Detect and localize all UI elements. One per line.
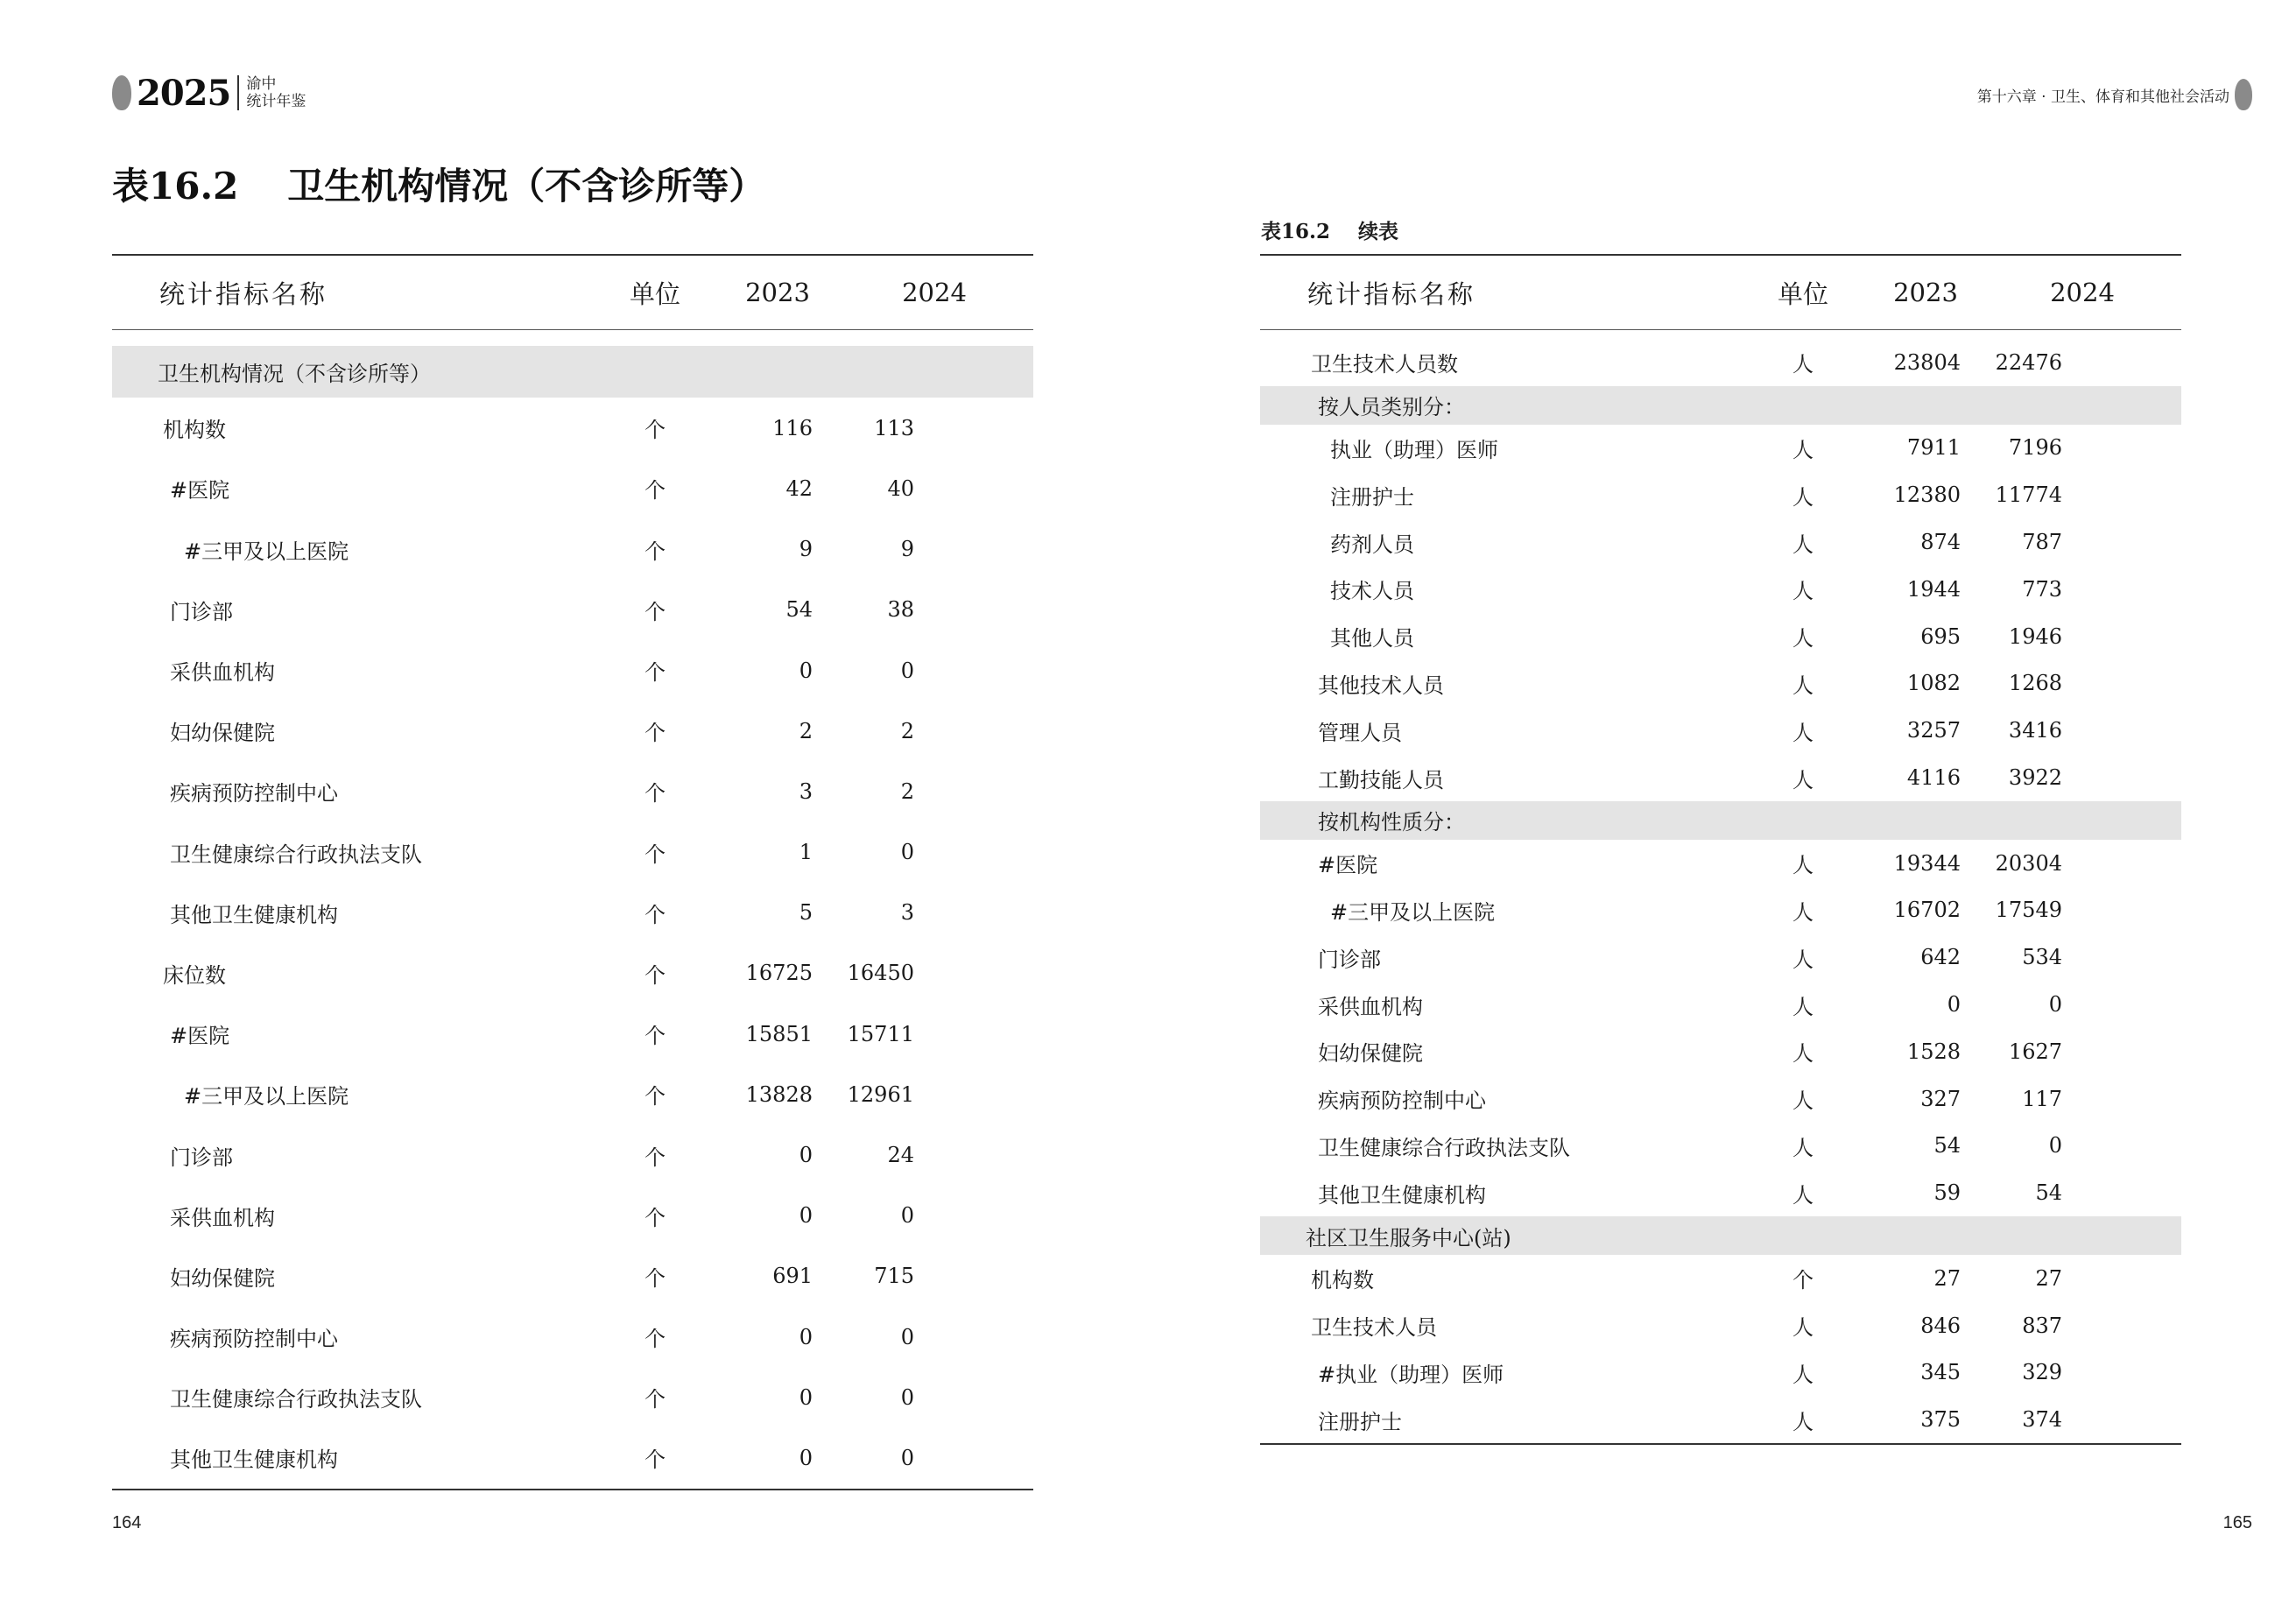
table-row bbox=[112, 1004, 1033, 1064]
row-value-2023: 16725 bbox=[745, 961, 813, 986]
stat-table-right bbox=[1260, 254, 2181, 1445]
row-value-2023: 1528 bbox=[1906, 1039, 1961, 1064]
section-row bbox=[1260, 801, 2181, 840]
row-value-2024: 0 bbox=[900, 1203, 914, 1229]
row-name: 社区卫生服务中心(站) bbox=[1306, 1225, 1511, 1250]
row-unit: 个 bbox=[644, 478, 666, 504]
row-value-2023: 15851 bbox=[745, 1021, 813, 1046]
table-title bbox=[112, 158, 765, 210]
row-unit: 人 bbox=[1792, 1182, 1814, 1208]
table-row bbox=[112, 943, 1033, 1004]
row-value-2023: 54 bbox=[1933, 1133, 1961, 1159]
row-unit: 个 bbox=[644, 660, 666, 686]
row-name: 采供血机构 bbox=[170, 1205, 275, 1230]
row-value-2023: 691 bbox=[772, 1264, 813, 1289]
table-row bbox=[1260, 754, 2181, 801]
logo-subtitle bbox=[246, 75, 306, 110]
table-row bbox=[1260, 660, 2181, 708]
row-value-2023: 116 bbox=[772, 415, 813, 440]
row-name: 其他人员 bbox=[1330, 626, 1414, 652]
row-name: 技术人员 bbox=[1330, 579, 1414, 604]
row-name: #执业（助理）医师 bbox=[1318, 1362, 1504, 1387]
col-header-unit: 单位 bbox=[1777, 278, 1828, 309]
row-value-2024: 17549 bbox=[1995, 898, 2062, 923]
row-unit: 人 bbox=[1792, 352, 1814, 377]
table-row bbox=[1260, 1349, 2181, 1397]
row-value-2024: 715 bbox=[874, 1264, 914, 1289]
row-name: #三甲及以上医院 bbox=[184, 539, 349, 564]
row-value-2024: 7196 bbox=[2008, 435, 2062, 461]
table-row bbox=[112, 458, 1033, 518]
row-name: 妇幼保健院 bbox=[170, 1265, 275, 1291]
row-name: #三甲及以上医院 bbox=[184, 1084, 349, 1109]
row-value-2023: 0 bbox=[799, 1203, 813, 1229]
row-name: 疾病预防控制中心 bbox=[1318, 1088, 1486, 1114]
row-value-2023: 0 bbox=[799, 658, 813, 683]
page-number: 165 bbox=[2222, 1513, 2252, 1532]
row-name: 卫生技术人员数 bbox=[1311, 352, 1458, 377]
row-value-2024: 12961 bbox=[847, 1081, 914, 1107]
row-unit: 个 bbox=[644, 1205, 666, 1230]
col-header-2024: 2024 bbox=[2050, 278, 2115, 307]
row-name: 门诊部 bbox=[1318, 947, 1381, 972]
row-value-2024: 40 bbox=[887, 475, 914, 501]
row-value-2024: 3 bbox=[900, 900, 914, 926]
row-name: 采供血机构 bbox=[1318, 994, 1423, 1019]
table-row bbox=[1260, 339, 2181, 386]
row-value-2023: 27 bbox=[1933, 1265, 1961, 1291]
row-name: #医院 bbox=[1318, 853, 1378, 878]
section-row bbox=[1260, 386, 2181, 425]
row-name: 门诊部 bbox=[170, 1145, 233, 1170]
row-name: 床位数 bbox=[163, 962, 226, 988]
row-value-2024: 2 bbox=[900, 718, 914, 743]
table-row bbox=[112, 1186, 1033, 1246]
table-row bbox=[112, 822, 1033, 883]
table-row bbox=[112, 580, 1033, 640]
row-value-2023: 846 bbox=[1920, 1313, 1961, 1338]
row-value-2024: 329 bbox=[2022, 1360, 2062, 1385]
row-name: 其他技术人员 bbox=[1318, 673, 1444, 698]
table-number: 表16.2 bbox=[112, 165, 239, 208]
col-header-2023: 2023 bbox=[745, 278, 810, 307]
seal-icon bbox=[2235, 79, 2252, 110]
row-unit: 个 bbox=[644, 721, 666, 746]
yearbook-logo bbox=[112, 72, 306, 114]
row-value-2023: 59 bbox=[1933, 1180, 1961, 1206]
row-unit: 人 bbox=[1792, 1315, 1814, 1341]
row-name: #医院 bbox=[170, 478, 230, 504]
table-row bbox=[112, 761, 1033, 821]
row-unit: 人 bbox=[1792, 767, 1814, 792]
table-row bbox=[1260, 425, 2181, 472]
table-body bbox=[1260, 330, 2181, 1443]
section-row bbox=[112, 346, 1033, 398]
row-unit: 个 bbox=[644, 1145, 666, 1170]
row-unit: 个 bbox=[644, 1387, 666, 1412]
row-unit: 人 bbox=[1792, 899, 1814, 925]
row-value-2023: 19344 bbox=[1893, 850, 1961, 876]
row-name: 机构数 bbox=[163, 418, 226, 443]
table-row bbox=[1260, 613, 2181, 660]
row-unit: 个 bbox=[644, 539, 666, 564]
row-value-2024: 113 bbox=[874, 415, 914, 440]
row-value-2024: 0 bbox=[900, 1324, 914, 1349]
row-name: 卫生健康综合行政执法支队 bbox=[170, 1387, 422, 1412]
section-row bbox=[1260, 1216, 2181, 1255]
right-page bbox=[1148, 0, 2296, 1613]
chapter-header bbox=[1977, 79, 2252, 110]
table-row bbox=[112, 1427, 1033, 1488]
row-value-2024: 15711 bbox=[847, 1021, 914, 1046]
table-row bbox=[112, 701, 1033, 761]
row-value-2023: 3257 bbox=[1906, 718, 1961, 743]
row-name: 执业（助理）医师 bbox=[1330, 437, 1498, 462]
row-unit: 人 bbox=[1792, 1362, 1814, 1387]
row-value-2024: 22476 bbox=[1995, 349, 2062, 375]
row-name: 注册护士 bbox=[1330, 484, 1414, 510]
row-value-2024: 2 bbox=[900, 778, 914, 804]
row-value-2023: 0 bbox=[799, 1384, 813, 1410]
row-value-2023: 642 bbox=[1920, 945, 1961, 970]
table-row bbox=[1260, 1028, 2181, 1075]
row-unit: 个 bbox=[1792, 1268, 1814, 1293]
table-row bbox=[1260, 566, 2181, 613]
row-unit: 个 bbox=[644, 599, 666, 624]
row-value-2024: 0 bbox=[900, 658, 914, 683]
row-unit: 人 bbox=[1792, 1088, 1814, 1114]
row-name: 药剂人员 bbox=[1330, 532, 1414, 557]
table-row bbox=[1260, 1302, 2181, 1349]
col-header-name: 统计指标名称 bbox=[1307, 278, 1476, 309]
row-name: 其他卫生健康机构 bbox=[1318, 1182, 1486, 1208]
row-unit: 人 bbox=[1792, 1041, 1814, 1067]
row-value-2023: 3 bbox=[799, 778, 813, 804]
table-row bbox=[1260, 1396, 2181, 1443]
row-value-2024: 117 bbox=[2022, 1086, 2062, 1111]
row-name: 按人员类别分： bbox=[1318, 395, 1465, 420]
row-value-2024: 773 bbox=[2022, 576, 2062, 602]
col-header-2023: 2023 bbox=[1893, 278, 1958, 307]
row-value-2024: 534 bbox=[2022, 945, 2062, 970]
table-title bbox=[1261, 215, 1398, 244]
page-number: 164 bbox=[112, 1513, 142, 1532]
row-name: 疾病预防控制中心 bbox=[170, 1327, 338, 1352]
row-value-2023: 345 bbox=[1920, 1360, 1961, 1385]
row-name: 门诊部 bbox=[170, 599, 233, 624]
table-row bbox=[1260, 471, 2181, 518]
row-value-2023: 54 bbox=[785, 597, 813, 623]
row-value-2024: 9 bbox=[900, 537, 914, 562]
row-value-2023: 1 bbox=[799, 840, 813, 865]
row-value-2023: 1082 bbox=[1906, 671, 1961, 696]
table-row bbox=[1260, 1169, 2181, 1216]
row-value-2023: 7911 bbox=[1906, 435, 1961, 461]
seal-icon bbox=[112, 75, 131, 110]
row-unit: 个 bbox=[644, 1447, 666, 1473]
row-value-2024: 27 bbox=[2035, 1265, 2062, 1291]
row-value-2023: 375 bbox=[1920, 1407, 1961, 1433]
table-number: 表16.2 bbox=[1261, 220, 1331, 243]
row-value-2024: 0 bbox=[2048, 1133, 2062, 1159]
row-unit: 个 bbox=[644, 1265, 666, 1291]
table-header bbox=[112, 256, 1033, 330]
row-value-2024: 20304 bbox=[1995, 850, 2062, 876]
row-unit: 人 bbox=[1792, 579, 1814, 604]
row-unit: 个 bbox=[644, 842, 666, 867]
row-value-2024: 16450 bbox=[847, 961, 914, 986]
stat-table-left bbox=[112, 254, 1033, 1490]
row-unit: 个 bbox=[644, 962, 666, 988]
row-value-2023: 4116 bbox=[1906, 765, 1961, 791]
chapter-title: 第十六章 · 卫生、体育和其他社会活动 bbox=[1976, 88, 2229, 106]
row-unit: 个 bbox=[644, 1084, 666, 1109]
row-unit: 个 bbox=[644, 781, 666, 806]
row-unit: 人 bbox=[1792, 720, 1814, 745]
row-value-2024: 837 bbox=[2022, 1313, 2062, 1338]
row-value-2023: 695 bbox=[1920, 623, 1961, 649]
row-name: 卫生技术人员 bbox=[1311, 1315, 1437, 1341]
col-header-name: 统计指标名称 bbox=[159, 278, 328, 309]
row-name: 妇幼保健院 bbox=[170, 721, 275, 746]
row-value-2023: 327 bbox=[1920, 1086, 1961, 1111]
row-name: #医院 bbox=[170, 1024, 230, 1049]
row-value-2023: 1944 bbox=[1906, 576, 1961, 602]
table-body bbox=[112, 330, 1033, 1489]
table-row bbox=[1260, 887, 2181, 934]
logo-divider bbox=[237, 75, 239, 110]
table-row bbox=[112, 1124, 1033, 1185]
table-row bbox=[1260, 1255, 2181, 1302]
table-header bbox=[1260, 256, 2181, 330]
row-value-2024: 3922 bbox=[2008, 765, 2062, 791]
table-row bbox=[112, 519, 1033, 580]
row-value-2024: 1627 bbox=[2008, 1039, 2062, 1064]
row-value-2023: 13828 bbox=[745, 1081, 813, 1107]
table-title-text: 续表 bbox=[1358, 220, 1399, 243]
row-unit: 人 bbox=[1792, 626, 1814, 652]
table-row bbox=[1260, 518, 2181, 566]
row-name: 注册护士 bbox=[1318, 1409, 1402, 1434]
row-value-2023: 0 bbox=[799, 1143, 813, 1168]
col-header-2024: 2024 bbox=[902, 278, 967, 307]
table-row bbox=[112, 883, 1033, 943]
row-value-2024: 54 bbox=[2035, 1180, 2062, 1206]
row-value-2023: 16702 bbox=[1893, 898, 1961, 923]
row-value-2023: 0 bbox=[799, 1445, 813, 1470]
table-row bbox=[1260, 1123, 2181, 1170]
row-value-2023: 9 bbox=[799, 537, 813, 562]
row-name: 卫生机构情况（不含诊所等） bbox=[158, 362, 431, 387]
row-unit: 个 bbox=[644, 1327, 666, 1352]
row-unit: 人 bbox=[1792, 853, 1814, 878]
row-unit: 个 bbox=[644, 1024, 666, 1049]
col-header-unit: 单位 bbox=[629, 278, 680, 309]
table-row bbox=[112, 1307, 1033, 1367]
table-row bbox=[112, 1246, 1033, 1307]
row-name: #三甲及以上医院 bbox=[1330, 899, 1496, 925]
table-row bbox=[1260, 840, 2181, 887]
row-value-2024: 0 bbox=[900, 1384, 914, 1410]
row-name: 卫生健康综合行政执法支队 bbox=[170, 842, 422, 867]
row-value-2024: 787 bbox=[2022, 530, 2062, 555]
row-name: 管理人员 bbox=[1318, 720, 1402, 745]
row-value-2023: 2 bbox=[799, 718, 813, 743]
row-value-2024: 1946 bbox=[2008, 623, 2062, 649]
row-value-2023: 0 bbox=[799, 1324, 813, 1349]
row-value-2023: 42 bbox=[785, 475, 813, 501]
row-unit: 人 bbox=[1792, 1409, 1814, 1434]
table-row bbox=[112, 1367, 1033, 1427]
row-name: 按机构性质分： bbox=[1318, 810, 1465, 835]
row-unit: 人 bbox=[1792, 673, 1814, 698]
table-row bbox=[112, 1064, 1033, 1124]
row-name: 卫生健康综合行政执法支队 bbox=[1318, 1135, 1570, 1160]
row-name: 其他卫生健康机构 bbox=[170, 902, 338, 927]
row-value-2024: 3416 bbox=[2008, 718, 2062, 743]
row-name: 工勤技能人员 bbox=[1318, 767, 1444, 792]
row-name: 采供血机构 bbox=[170, 660, 275, 686]
row-value-2024: 0 bbox=[900, 840, 914, 865]
row-unit: 人 bbox=[1792, 532, 1814, 557]
table-row bbox=[1260, 933, 2181, 981]
table-row bbox=[1260, 707, 2181, 754]
row-value-2024: 38 bbox=[887, 597, 914, 623]
row-value-2023: 874 bbox=[1920, 530, 1961, 555]
logo-line-2: 统计年鉴 bbox=[246, 93, 306, 110]
logo-year: 2025 bbox=[137, 72, 231, 114]
table-row bbox=[1260, 981, 2181, 1028]
logo-line-1: 渝中 bbox=[246, 75, 277, 93]
table-title-text: 卫生机构情况（不含诊所等） bbox=[287, 165, 766, 208]
row-value-2023: 5 bbox=[799, 900, 813, 926]
table-row bbox=[112, 398, 1033, 458]
row-unit: 人 bbox=[1792, 484, 1814, 510]
row-value-2023: 0 bbox=[1947, 992, 1961, 1018]
row-value-2024: 24 bbox=[887, 1143, 914, 1168]
row-value-2024: 11774 bbox=[1995, 482, 2062, 508]
row-name: 疾病预防控制中心 bbox=[170, 781, 338, 806]
row-unit: 人 bbox=[1792, 1135, 1814, 1160]
row-value-2024: 374 bbox=[2022, 1407, 2062, 1433]
row-unit: 人 bbox=[1792, 994, 1814, 1019]
row-value-2024: 0 bbox=[2048, 992, 2062, 1018]
row-name: 机构数 bbox=[1311, 1268, 1374, 1293]
row-unit: 人 bbox=[1792, 947, 1814, 972]
row-name: 妇幼保健院 bbox=[1318, 1041, 1423, 1067]
row-value-2023: 12380 bbox=[1893, 482, 1961, 508]
row-name: 其他卫生健康机构 bbox=[170, 1447, 338, 1473]
row-value-2024: 1268 bbox=[2008, 671, 2062, 696]
row-unit: 人 bbox=[1792, 437, 1814, 462]
row-unit: 个 bbox=[644, 902, 666, 927]
table-row bbox=[1260, 1075, 2181, 1123]
row-value-2024: 0 bbox=[900, 1445, 914, 1470]
row-unit: 个 bbox=[644, 418, 666, 443]
table-row bbox=[112, 640, 1033, 701]
row-value-2023: 23804 bbox=[1893, 349, 1961, 375]
